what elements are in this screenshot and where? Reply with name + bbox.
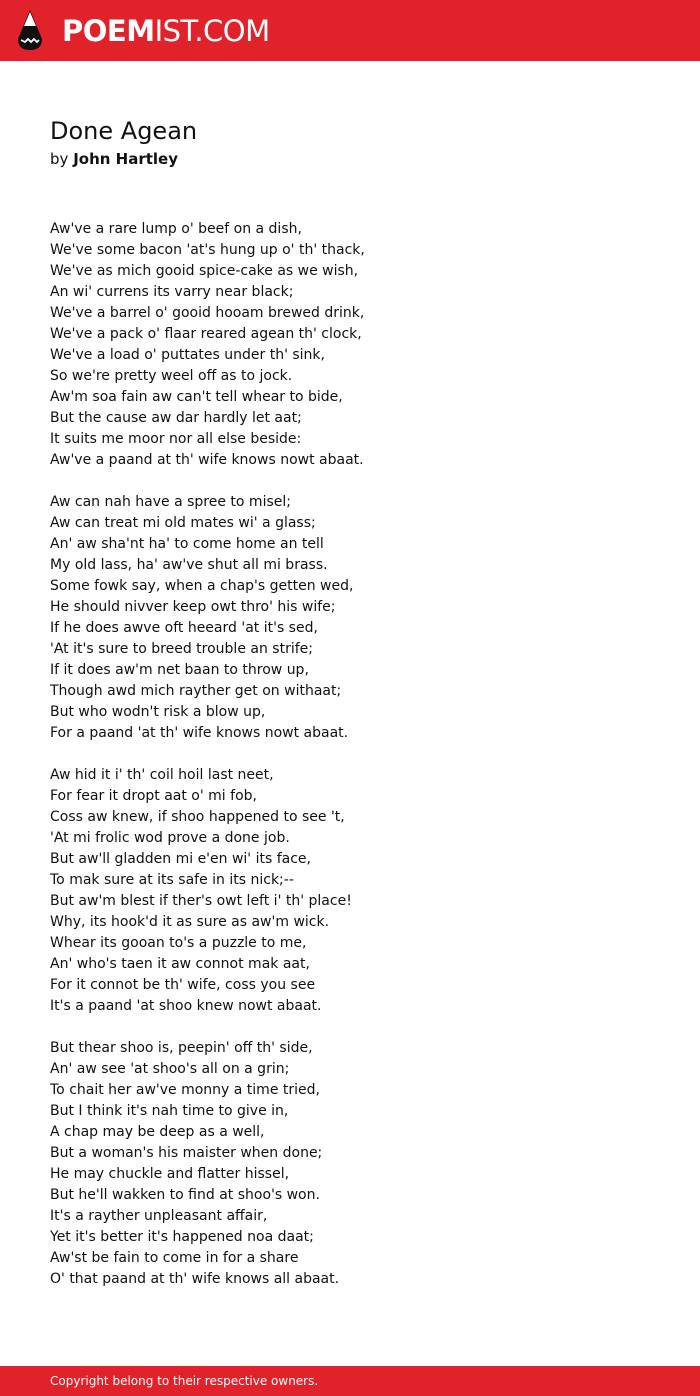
poem-line: For a paand 'at th' wife knows nowt abaat. <box>50 725 349 741</box>
by-label: by <box>50 150 69 168</box>
poem-line: But he'll wakken to find at shoo's won. <box>50 1187 320 1203</box>
poem-line: We've a barrel o' gooid hooam brewed drink, <box>50 305 365 321</box>
poem-line: To mak sure at its safe in its nick;-- <box>50 872 294 888</box>
copyright-text: Copyright belong to their respective owners. <box>50 1374 319 1388</box>
poem-byline <box>50 149 178 169</box>
poem-line: We've a pack o' flaar reared agean th' clock, <box>50 326 362 342</box>
poem-line: Aw'st be fain to come in for a share <box>50 1250 299 1266</box>
poem-line: But a woman's his maister when done; <box>50 1145 323 1161</box>
poem-line: For it connot be th' wife, coss you see <box>50 977 316 993</box>
poem-line: But the cause aw dar hardly let aat; <box>50 410 302 426</box>
poem-line: We've a load o' puttates under th' sink, <box>50 347 325 363</box>
poem-line: If he does awve oft heeard 'at it's sed, <box>50 620 318 636</box>
poem-line: Aw've a rare lump o' beef on a dish, <box>50 221 302 237</box>
poem-line: It's a paand 'at shoo knew nowt abaat. <box>50 998 322 1014</box>
site-header <box>0 0 700 61</box>
poem-line: Aw can nah have a spree to misel; <box>50 494 291 510</box>
logo-light-text: IST.COM <box>154 14 270 48</box>
poem-line: But thear shoo is, peepin' off th' side, <box>50 1040 313 1056</box>
poem-line: We've some bacon 'at's hung up o' th' thack, <box>50 242 365 258</box>
poem-line: For fear it dropt aat o' mi fob, <box>50 788 257 804</box>
poem-line: An wi' currens its varry near black; <box>50 284 294 300</box>
pencil-tip-icon <box>17 9 43 51</box>
logo-bold-text: POEM <box>62 14 155 48</box>
poem-line: A chap may be deep as a well, <box>50 1124 265 1140</box>
poem-title: Done Agean <box>50 117 198 145</box>
poem-line: So we're pretty weel off as to jock. <box>50 368 293 384</box>
poem-line: He may chuckle and flatter hissel, <box>50 1166 290 1182</box>
poem-line: An' aw see 'at shoo's all on a grin; <box>50 1061 290 1077</box>
poem-line: But aw'll gladden mi e'en wi' its face, <box>50 851 311 867</box>
poem-stanza <box>50 765 650 1017</box>
poem-line: 'At mi frolic wod prove a done job. <box>50 830 290 846</box>
poem-line: But aw'm blest if ther's owt left i' th' place! <box>50 893 352 909</box>
poem-line: Aw can treat mi old mates wi' a glass; <box>50 515 316 531</box>
poem-line: An' aw sha'nt ha' to come home an tell <box>50 536 324 552</box>
site-footer <box>0 1366 700 1396</box>
poem-line: My old lass, ha' aw've shut all mi brass. <box>50 557 328 573</box>
poem-line: Some fowk say, when a chap's getten wed, <box>50 578 354 594</box>
poem-stanza <box>50 219 650 471</box>
poem-stanza <box>50 492 650 744</box>
poem-author: John Hartley <box>73 150 178 168</box>
poem-line: O' that paand at th' wife knows all abaat. <box>50 1271 340 1287</box>
poem-line: It's a rayther unpleasant affair, <box>50 1208 268 1224</box>
poem-line: Aw'm soa fain aw can't tell whear to bide, <box>50 389 343 405</box>
poem-line: He should nivver keep owt thro' his wife; <box>50 599 336 615</box>
poem-line: Whear its gooan to's a puzzle to me, <box>50 935 307 951</box>
poem-line: But who wodn't risk a blow up, <box>50 704 266 720</box>
poem-line: But I think it's nah time to give in, <box>50 1103 289 1119</box>
poem-line: Yet it's better it's happened noa daat; <box>50 1229 314 1245</box>
site-logo-link[interactable] <box>62 12 270 50</box>
poem-line: To chait her aw've monny a time tried, <box>50 1082 320 1098</box>
poem-line: Coss aw knew, if shoo happened to see 't, <box>50 809 345 825</box>
poem-line: 'At it's sure to breed trouble an strife; <box>50 641 313 657</box>
poem-line: We've as mich gooid spice-cake as we wish, <box>50 263 359 279</box>
poem-line: Though awd mich rayther get on withaat; <box>50 683 342 699</box>
poem-line: Why, its hook'd it as sure as aw'm wick. <box>50 914 330 930</box>
poem-stanza <box>50 1038 650 1290</box>
poem-line: It suits me moor nor all else beside: <box>50 431 302 447</box>
poem-line: An' who's taen it aw connot mak aat, <box>50 956 310 972</box>
poem-line: Aw hid it i' th' coil hoil last neet, <box>50 767 274 783</box>
poem-line: If it does aw'm net baan to throw up, <box>50 662 309 678</box>
poem-body <box>50 219 650 1290</box>
poem-line: Aw've a paand at th' wife knows nowt abaat. <box>50 452 364 468</box>
